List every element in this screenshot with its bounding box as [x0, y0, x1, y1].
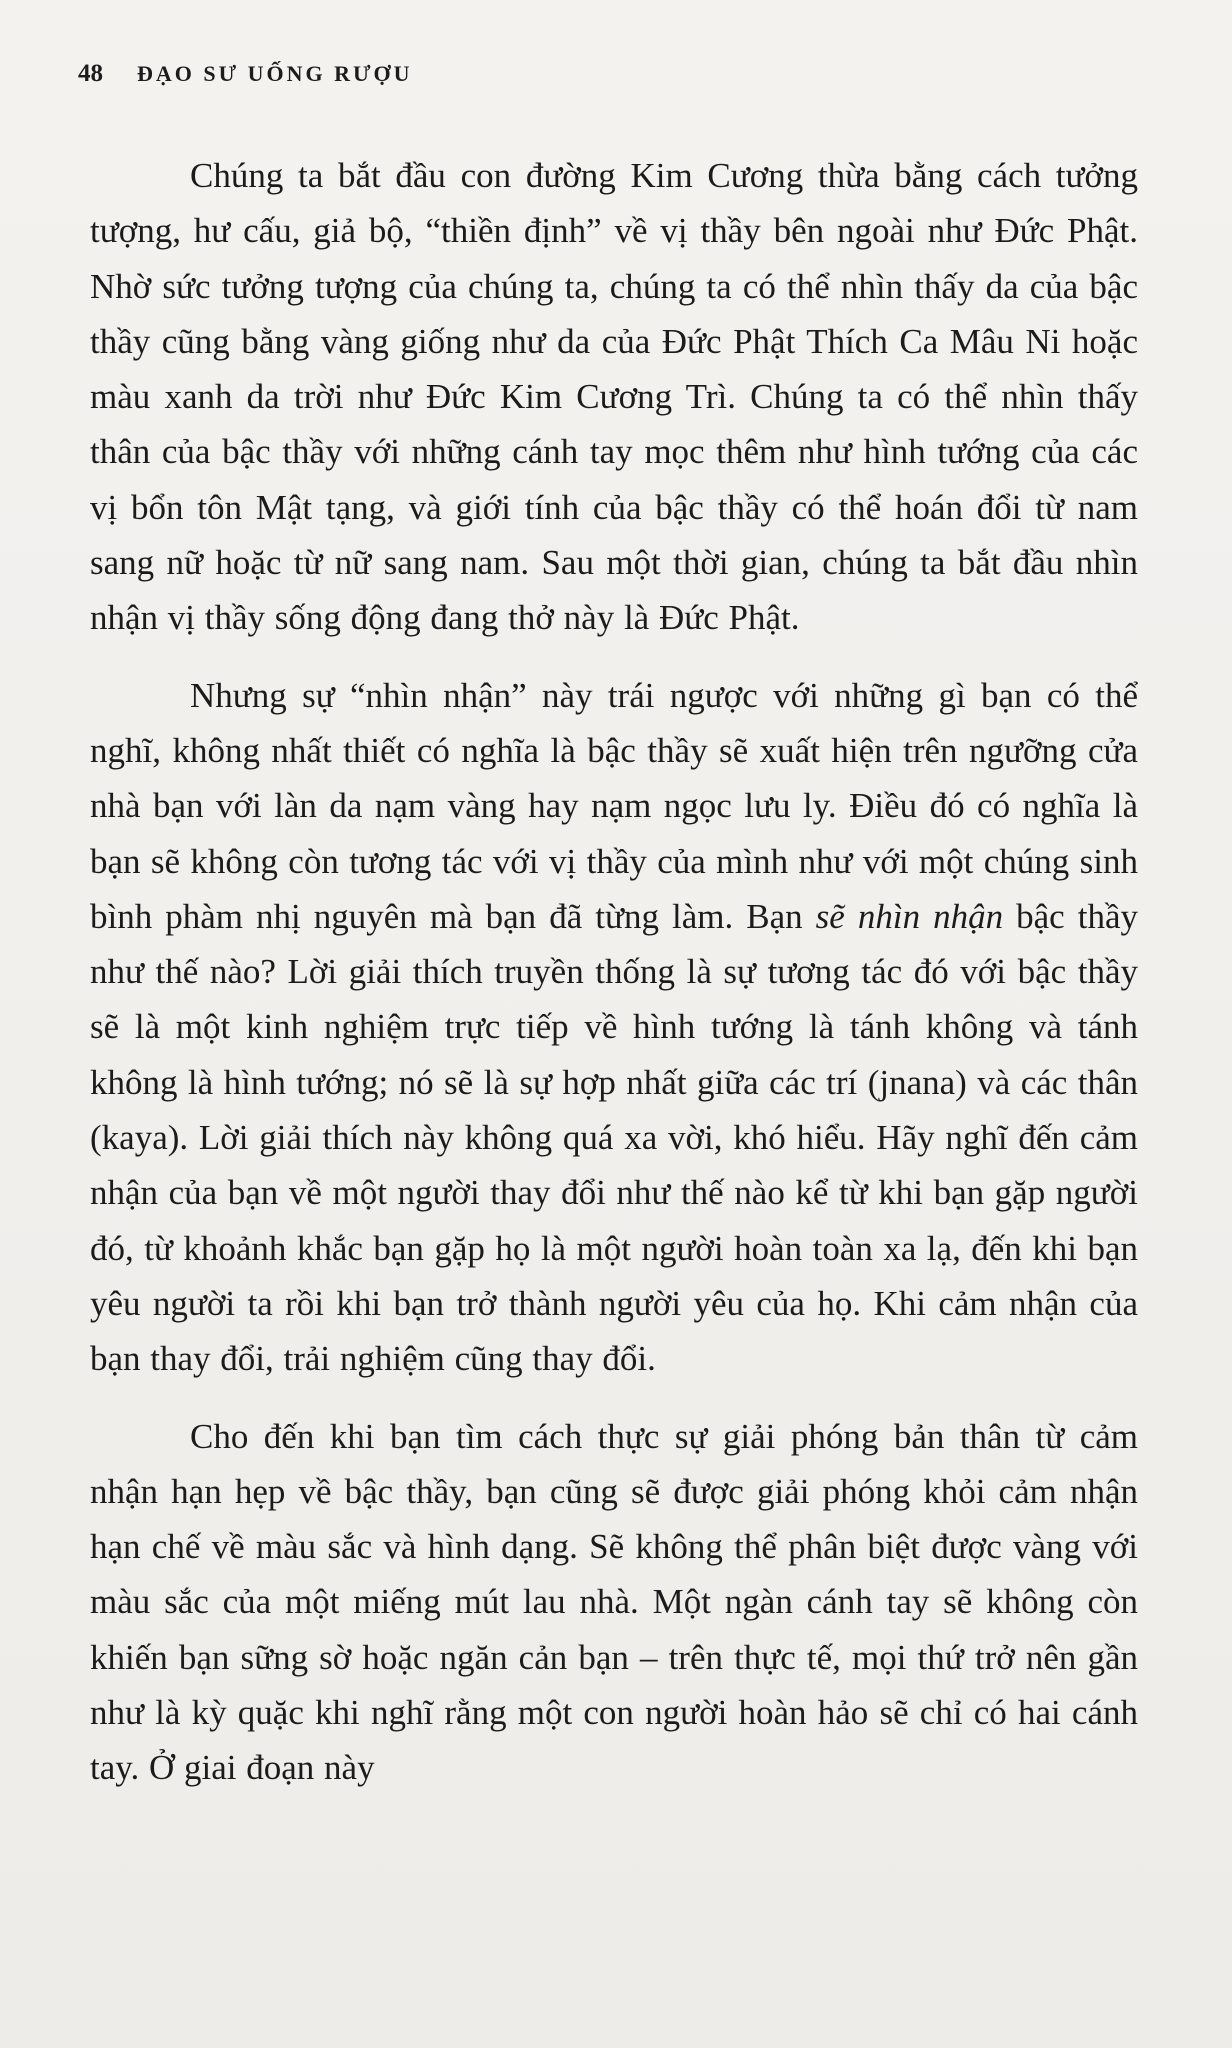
page-number: 48: [78, 60, 103, 87]
paragraph-2: [90, 668, 1138, 1387]
paragraph-2-text-end: bậc thầy như thế nào? Lời giải thích truyền thống là sự tương tác đó với bậc thầy sẽ là một kinh nghiệm trực tiếp về hình tướng là tánh không và tánh không là hình tướng; nó sẽ là sự hợp nhất giữa các trí (jnana) và các thân (kaya). Lời giải thích này không quá xa vời, khó hiểu. Hãy nghĩ đến cảm nhận của bạn về một người thay đổi như thế nào kể từ khi bạn gặp người đó, từ khoảnh khắc bạn gặp họ là một người hoàn toàn xa lạ, đến khi bạn yêu người ta rồi khi bạn trở thành người yêu của họ. Khi cảm nhận của bạn thay đổi, trải nghiệm cũng thay đổi.: [90, 896, 1138, 1379]
running-head: [78, 60, 413, 88]
body-text: [90, 148, 1138, 1818]
paragraph-1: Chúng ta bắt đầu con đường Kim Cương thừa bằng cách tưởng tượng, hư cấu, giả bộ, “thiền định” về vị thầy bên ngoài như Đức Phật. Nhờ sức tưởng tượng của chúng ta, chúng ta có thể nhìn thấy da của bậc thầy cũng bằng vàng giống như da của Đức Phật Thích Ca Mâu Ni hoặc màu xanh da trời như Đức Kim Cương Trì. Chúng ta có thể nhìn thấy thân của bậc thầy với những cánh tay mọc thêm như hình tướng của các vị bổn tôn Mật tạng, và giới tính của bậc thầy có thể hoán đổi từ nam sang nữ hoặc từ nữ sang nam. Sau một thời gian, chúng ta bắt đầu nhìn nhận vị thầy sống động đang thở này là Đức Phật.: [90, 156, 1138, 638]
book-title: ĐẠO SƯ UỐNG RƯỢU: [137, 61, 413, 86]
paragraph-3: Cho đến khi bạn tìm cách thực sự giải phóng bản thân từ cảm nhận hạn hẹp về bậc thầy, bạn cũng sẽ được giải phóng khỏi cảm nhận hạn chế về màu sắc và hình dạng. Sẽ không thể phân biệt được vàng với màu sắc của một miếng mút lau nhà. Một ngàn cánh tay sẽ không còn khiến bạn sững sờ hoặc ngăn cản bạn – trên thực tế, mọi thứ trở nên gần như là kỳ quặc khi nghĩ rằng một con người hoàn hảo sẽ chỉ có hai cánh tay. Ở giai đoạn này: [90, 1416, 1138, 1788]
paragraph-2-italic-phrase: sẽ nhìn nhận: [815, 896, 1004, 936]
paragraph-2-text-start: Nhưng sự “nhìn nhận” này trái ngược với những gì bạn có thể nghĩ, không nhất thiết có nghĩa là bậc thầy sẽ xuất hiện trên ngưỡng cửa nhà bạn với làn da nạm vàng hay nạm ngọc lưu ly. Điều đó có nghĩa là bạn sẽ không còn tương tác với vị thầy của mình như với một chúng sinh bình phàm nhị nguyên mà bạn đã từng làm. Bạn: [90, 675, 1138, 936]
